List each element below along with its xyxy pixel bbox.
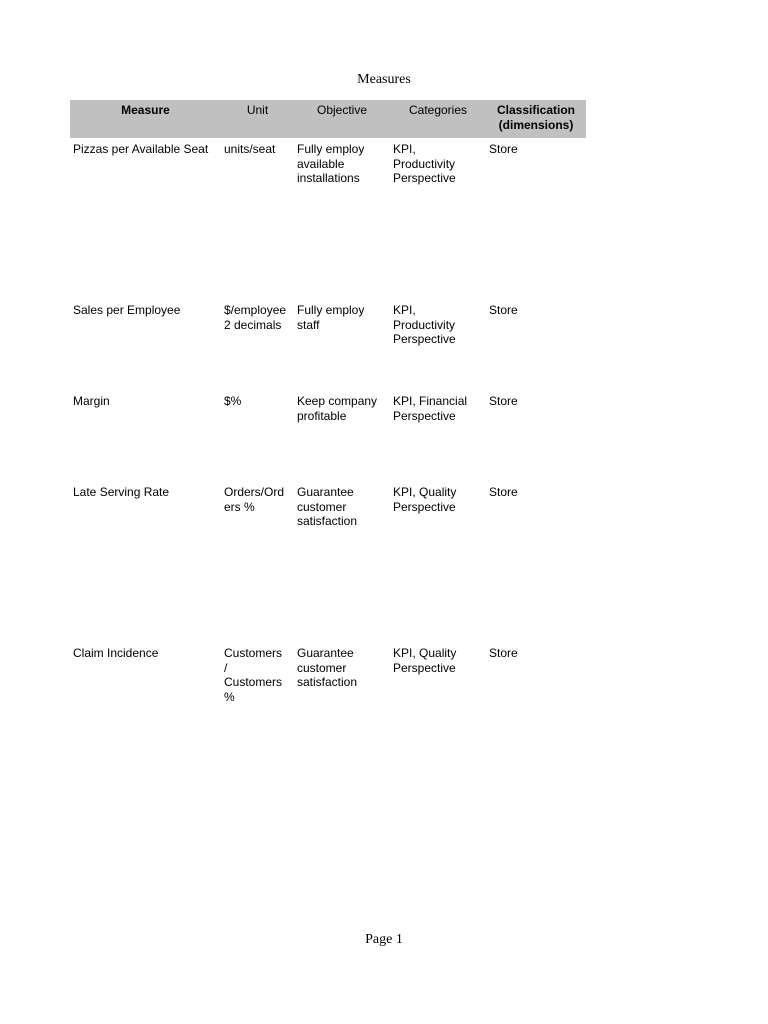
- cell-categories: KPI, Quality Perspective: [393, 646, 457, 675]
- cell-measure: Margin: [73, 394, 110, 408]
- column-header-classification: Classification (dimensions): [496, 103, 576, 132]
- cell-unit: Orders/Ord ers %: [224, 485, 285, 514]
- cell-measure: Pizzas per Available Seat: [73, 142, 209, 156]
- cell-classification: Store: [489, 142, 518, 156]
- cell-measure: Late Serving Rate: [73, 485, 170, 499]
- column-header-unit: Unit: [246, 103, 269, 117]
- measures-table: [70, 100, 586, 742]
- table-row: [70, 138, 586, 299]
- cell-categories: KPI, Financial Perspective: [393, 394, 468, 423]
- cell-measure: Claim Incidence: [73, 646, 159, 660]
- cell-categories: KPI, Quality Perspective: [393, 485, 457, 514]
- column-header-categories: Categories: [408, 103, 468, 117]
- column-header-objective: Objective: [316, 103, 368, 117]
- cell-objective: Fully employ staff: [297, 303, 365, 332]
- table-row: [70, 299, 586, 390]
- cell-unit: $%: [224, 394, 242, 408]
- table-header-row: [70, 100, 586, 138]
- cell-classification: Store: [489, 485, 518, 499]
- cell-categories: KPI, Productivity Perspective: [393, 142, 456, 185]
- cell-categories: KPI, Productivity Perspective: [393, 303, 456, 346]
- cell-unit: $/employee 2 decimals: [224, 303, 287, 332]
- cell-unit: Customers / Customers %: [224, 646, 283, 704]
- table-row: [70, 481, 586, 642]
- cell-objective: Fully employ available installations: [297, 142, 365, 185]
- cell-classification: Store: [489, 646, 518, 660]
- cell-measure: Sales per Employee: [73, 303, 181, 317]
- cell-unit: units/seat: [224, 142, 276, 156]
- page-number: Page 1: [365, 932, 403, 947]
- table-row: [70, 390, 586, 481]
- page-title: Measures: [357, 72, 411, 87]
- cell-objective: Keep company profitable: [297, 394, 378, 423]
- cell-classification: Store: [489, 303, 518, 317]
- cell-objective: Guarantee customer satisfaction: [297, 646, 358, 689]
- column-header-measure: Measure: [121, 103, 170, 117]
- cell-classification: Store: [489, 394, 518, 408]
- table-row: [70, 642, 586, 742]
- cell-objective: Guarantee customer satisfaction: [297, 485, 358, 528]
